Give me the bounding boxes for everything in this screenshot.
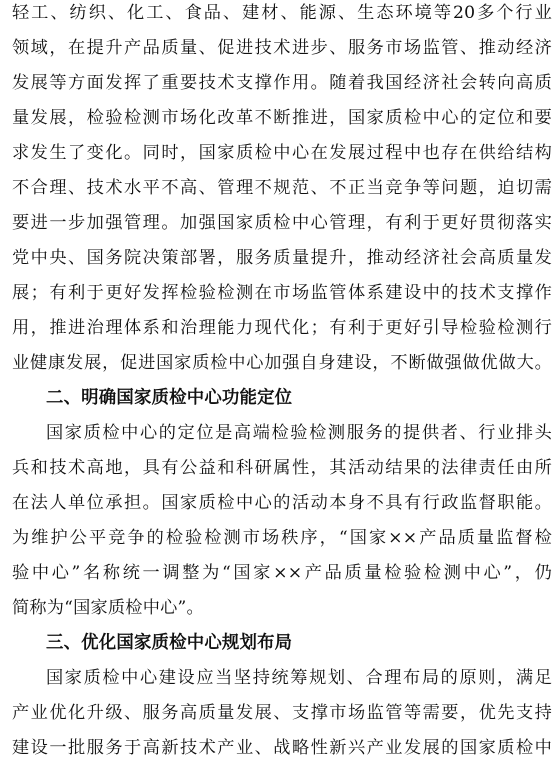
text-line: 党中央、国务院决策部署，服务质量提升，推动经济社会高质量发 [12,248,552,268]
text-line: 发展等方面发挥了重要技术支撑作用。随着我国经济社会转向高质 [12,73,552,93]
text-line: 领域，在提升产品质量、促进技术进步、服务市场监管、推动经济 [12,38,552,58]
text-line: 产业优化升级、服务高质量发展、支撑市场监管等需要，优先支持 [12,703,552,723]
section-heading-function-positioning: 二、明确国家质检中心功能定位 [46,388,293,408]
text-line: 用，推进治理体系和治理能力现代化；有利于更好引导检验检测行 [12,318,552,338]
text-line: 验中心”名称统一调整为“国家××产品质量检验检测中心”，仍 [12,563,552,583]
section-heading-layout-planning: 三、优化国家质检中心规划布局 [46,633,293,653]
text-line: 量发展，检验检测市场化改革不断推进，国家质检中心的定位和要 [12,108,552,128]
text-line: 轻工、纺织、化工、食品、建材、能源、生态环境等20多个行业 [12,3,552,23]
text-line: 展；有利于更好发挥检验检测在市场监管体系建设中的技术支撑作 [12,283,552,303]
text-line: 不合理、技术水平不高、管理不规范、不正当竞争等问题，迫切需 [12,178,552,198]
text-line: 国家质检中心建设应当坚持统筹规划、合理布局的原则，满足 [46,668,552,688]
text-line: 业健康发展，促进国家质检中心加强自身建设，不断做强做优做大。 [12,353,552,373]
text-line: 简称为“国家质检中心”。 [12,598,204,618]
text-line: 兵和技术高地，具有公益和科研属性，其活动结果的法律责任由所 [12,458,552,478]
text-line: 国家质检中心的定位是高端检验检测服务的提供者、行业排头 [46,423,552,443]
text-line: 求发生了变化。同时，国家质检中心在发展过程中也存在供给结构 [12,143,552,163]
text-line: 建设一批服务于高新技术产业、战略性新兴产业发展的国家质检中 [12,738,552,758]
text-line: 为维护公平竞争的检验检测市场秩序，“国家××产品质量监督检 [12,528,552,548]
text-line: 在法人单位承担。国家质检中心的活动本身不具有行政监督职能。 [12,493,552,513]
text-line: 要进一步加强管理。加强国家质检中心管理，有利于更好贯彻落实 [12,213,552,233]
